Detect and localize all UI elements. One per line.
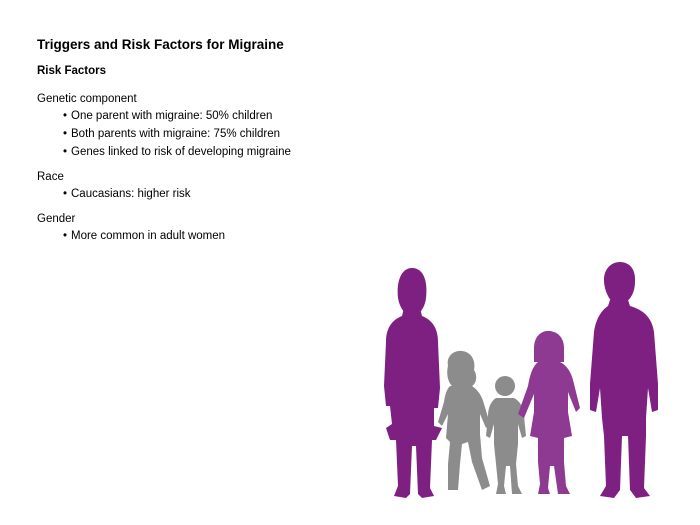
bullet-list <box>37 185 377 203</box>
woman-silhouette <box>384 268 442 498</box>
family-silhouette-icon <box>378 258 668 505</box>
man-head <box>604 262 635 302</box>
man-silhouette <box>590 262 658 498</box>
bullet-item <box>63 185 377 203</box>
bullet-item <box>63 143 377 161</box>
bullet-list <box>37 107 377 161</box>
section-heading: Genetic component <box>37 93 137 105</box>
small-boy-head <box>495 376 515 396</box>
slide-title: Triggers and Risk Factors for Migraine <box>37 37 284 52</box>
man-body <box>590 300 658 498</box>
purple-girl-head <box>534 331 564 362</box>
bullet-item <box>63 125 377 143</box>
section-gender <box>37 211 377 245</box>
section-heading: Race <box>37 171 64 183</box>
section-genetic <box>37 91 377 161</box>
woman-body <box>384 308 442 498</box>
bullet-text: More common in adult women <box>71 230 226 242</box>
bullet-item <box>63 227 377 245</box>
bullet-text: Both parents with migraine: 75% children <box>71 128 281 140</box>
bullet-dot: • <box>63 146 68 158</box>
bullet-text: One parent with migraine: 50% children <box>71 110 273 122</box>
section-race <box>37 169 377 203</box>
bullet-text: Caucasians: higher risk <box>71 188 191 200</box>
bullet-dot: • <box>63 110 68 122</box>
woman-hair <box>398 268 427 312</box>
bullet-dot: • <box>63 230 68 242</box>
bullet-item <box>63 107 377 125</box>
gray-girl-head <box>447 351 476 386</box>
bullet-dot: • <box>63 128 68 140</box>
section-heading: Gender <box>37 213 76 225</box>
bullet-text: Genes linked to risk of developing migraine <box>71 146 291 158</box>
bullet-dot: • <box>63 188 68 200</box>
gray-girl-silhouette <box>438 351 490 490</box>
gray-girl-body <box>438 386 490 490</box>
bullet-list <box>37 227 377 245</box>
purple-girl-silhouette <box>518 331 580 494</box>
slide-subtitle: Risk Factors <box>37 65 107 77</box>
purple-girl-body <box>518 362 580 494</box>
small-boy-silhouette <box>486 376 526 494</box>
risk-factor-sections <box>37 91 377 253</box>
